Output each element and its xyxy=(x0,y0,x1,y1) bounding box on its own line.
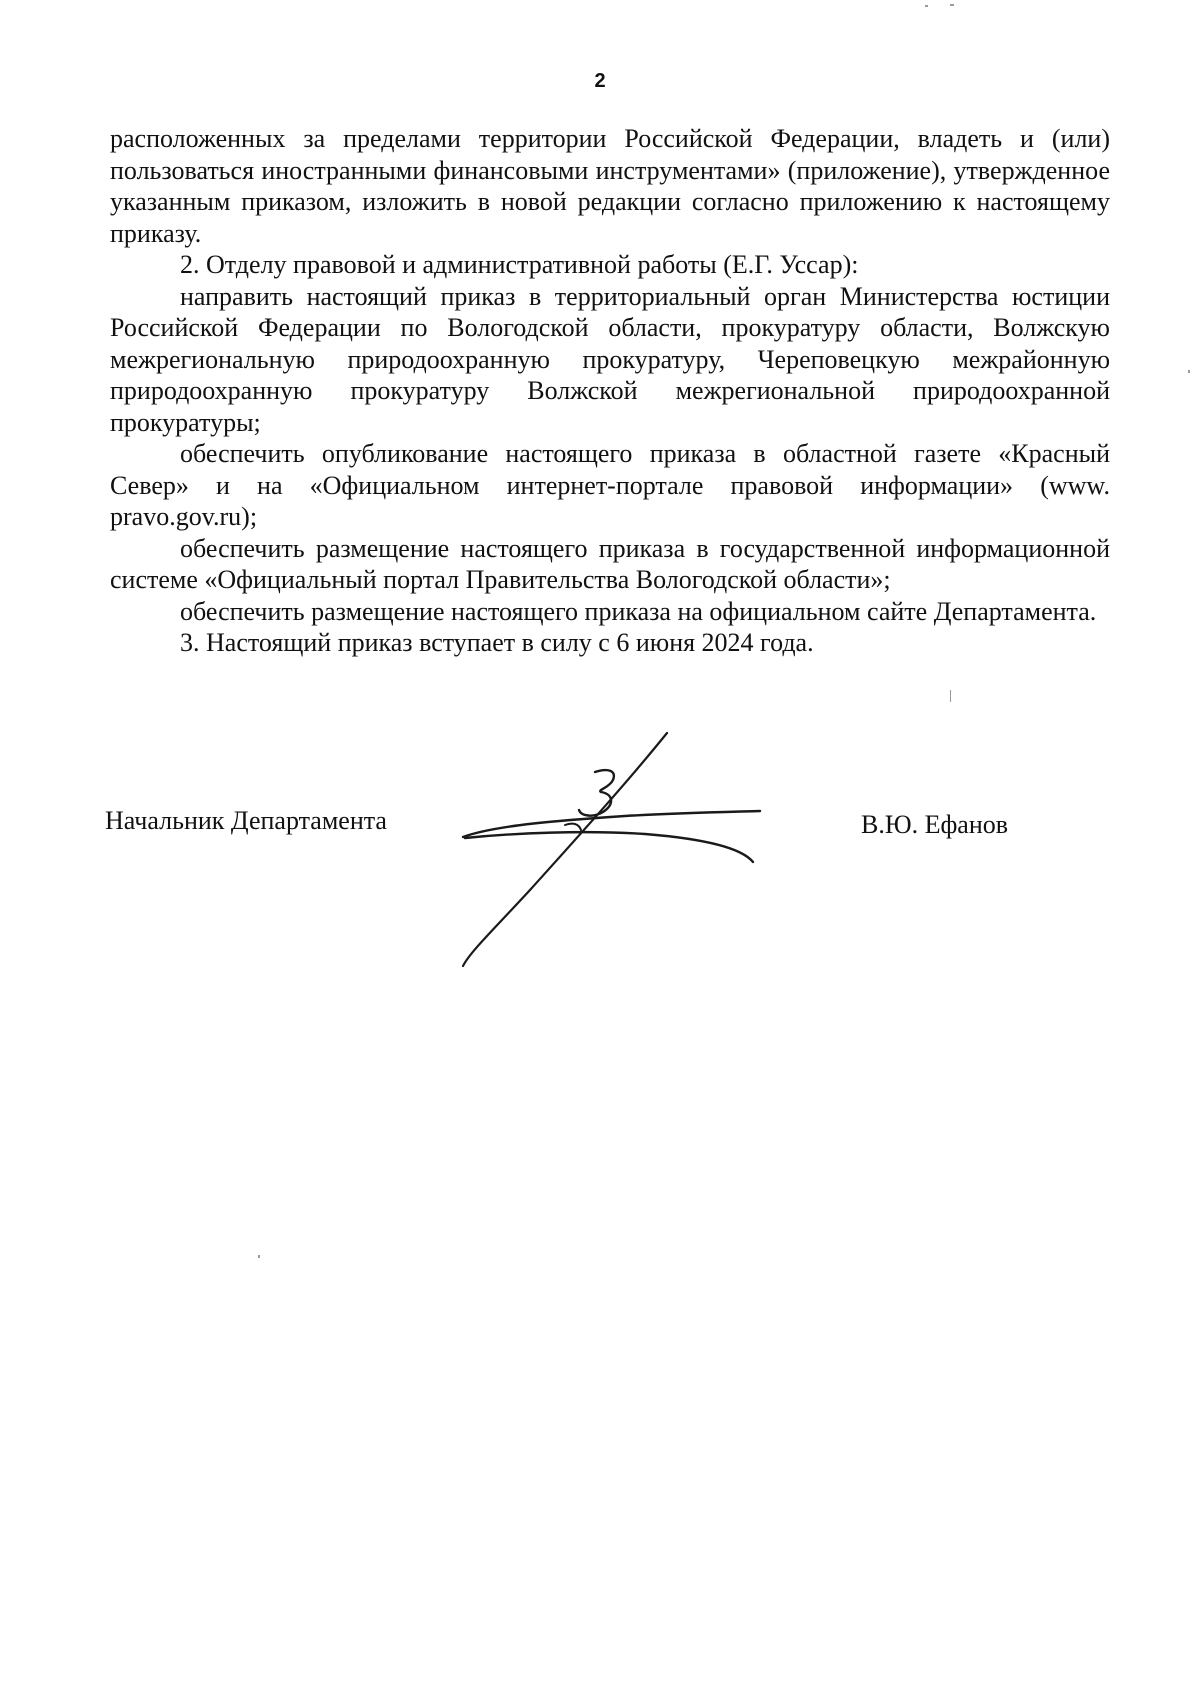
signatory-name: В.Ю. Ефанов xyxy=(861,810,1009,839)
paragraph-item-2-send: направить настоящий приказ в территориальный орган Министерства юстиции Российской Федерации по Вологодской области, прокуратуру области, Волжскую межрегиональную природоохранную прокуратуру, Череповецкую межрайонную природоохранную прокуратуру Волжской межрегиональной природоохранной прокуратуры; xyxy=(110,281,1110,437)
paragraph-continuation: расположенных за пределами территории Российской Федерации, владеть и (или) пользоваться иностранными финансовыми инструментами» (приложение), утвержденное указанным приказом, изложить в новой редакции согласно приложению к настоящему приказу. xyxy=(110,124,1110,248)
page-number: 2 xyxy=(594,70,606,92)
paragraph-item-2-place-portal: обеспечить размещение настоящего приказа в государственной информационной системе «Официальный портал Правительства Вологодской области»; xyxy=(110,533,1110,594)
paragraph-item-2-publish: обеспечить опубликование настоящего приказа в областной газете «Красный Север» и на «Официальном интернет-портале правовой информации» (www. pravo.gov.ru); xyxy=(110,439,1110,531)
scan-speck xyxy=(950,690,951,702)
scan-speck xyxy=(1188,370,1190,373)
signatory-title: Начальник Департамента xyxy=(105,806,387,835)
handwritten-signature xyxy=(455,730,785,970)
paragraph-item-2-place-site: обеспечить размещение настоящего приказа на официальном сайте Департамента. xyxy=(180,596,1097,626)
scan-speck xyxy=(258,1255,260,1258)
scan-speck xyxy=(925,5,928,7)
scan-speck xyxy=(950,4,954,6)
paragraph-item-2: 2. Отделу правовой и административной работы (Е.Г. Уссар): xyxy=(180,250,859,279)
paragraph-item-3: 3. Настоящий приказ вступает в силу с 6 июня 2024 года. xyxy=(180,628,814,657)
